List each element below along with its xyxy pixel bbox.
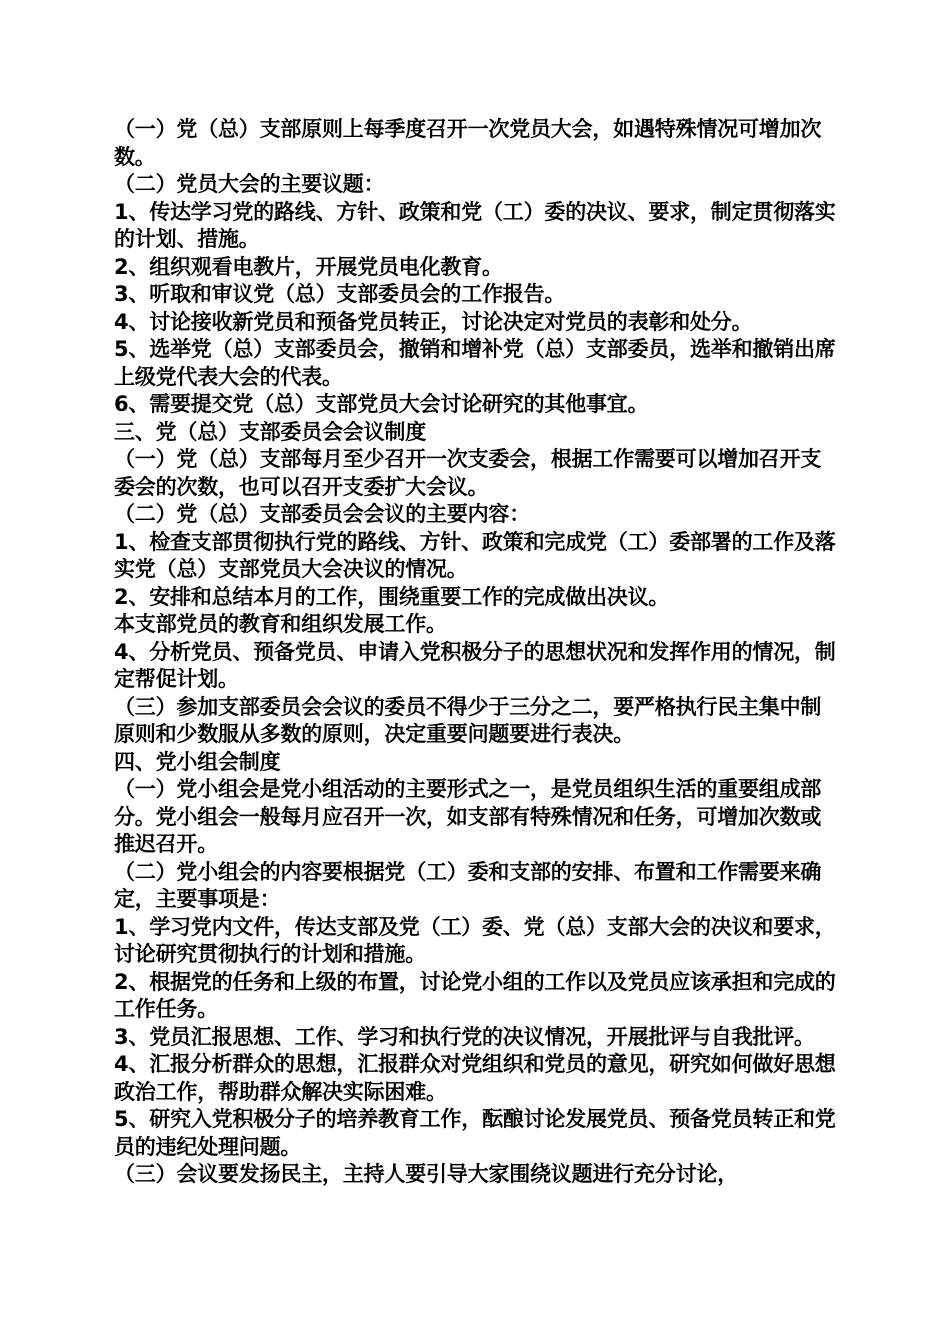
paragraph-24: 5、研究入党积极分子的培养教育工作，酝酿讨论发展党员、预备党员转正和党员的违纪处理问题。 (114, 1107, 836, 1159)
paragraph-14: 本支部党员的教育和组织发展工作。 (114, 612, 447, 636)
section-heading-3: 三、党（总）支部委员会会议制度 (114, 419, 426, 444)
paragraph-20: 1、学习党内文件，传达支部及党（工）委、党（总）支部大会的决议和要求，讨论研究贯彻执行的计划和措施。 (114, 914, 836, 966)
document-body (114, 116, 840, 1189)
paragraph-13: 2、安排和总结本月的工作，围绕重要工作的完成做出决议。 (114, 584, 670, 609)
paragraph-11: （二）党（总）支部委员会会议的主要内容： (114, 502, 530, 526)
paragraph-18: （一）党小组会是党小组活动的主要形式之一，是党员组织生活的重要组成部分。党小组会一般每月应召开一次，如支部有特殊情况和任务，可增加次数或推迟召开。 (114, 777, 822, 856)
paragraph-10: （一）党（总）支部每月至少召开一次支委会，根据工作需要可以增加召开支委会的次数，也可以召开支委扩大会议。 (114, 447, 822, 499)
paragraph-7: 5、选举党（总）支部委员会，撤销和增补党（总）支部委员，选举和撤销出席上级党代表大会的代表。 (114, 337, 836, 389)
paragraph-23: 4、汇报分析群众的思想，汇报群众对党组织和党员的意见，研究如何做好思想政治工作，帮助群众解决实际困难。 (114, 1052, 836, 1104)
paragraph-15: 4、分析党员、预备党员、申请入党积极分子的思想状况和发挥作用的情况，制定帮促计划。 (114, 639, 836, 691)
paragraph-1: （一）党（总）支部原则上每季度召开一次党员大会，如遇特殊情况可增加次数。 (114, 117, 822, 169)
paragraph-8: 6、需要提交党（总）支部党员大会讨论研究的其他事宜。 (114, 392, 649, 416)
paragraph-2: （二）党员大会的主要议题： (114, 172, 385, 196)
paragraph-6: 4、讨论接收新党员和预备党员转正，讨论决定对党员的表彰和处分。 (114, 309, 753, 334)
paragraph-3: 1、传达学习党的路线、方针、政策和党（工）委的决议、要求，制定贯彻落实的计划、措施。 (114, 199, 836, 251)
paragraph-22: 3、党员汇报思想、工作、学习和执行党的决议情况，开展批评与自我批评。 (114, 1024, 815, 1049)
paragraph-21: 2、根据党的任务和上级的布置，讨论党小组的工作以及党员应该承担和完成的工作任务。 (114, 969, 836, 1021)
paragraph-4: 2、组织观看电教片，开展党员电化教育。 (114, 254, 503, 279)
paragraph-5: 3、听取和审议党（总）支部委员会的工作报告。 (114, 282, 566, 306)
paragraph-16: （三）参加支部委员会会议的委员不得少于三分之二，要严格执行民主集中制原则和少数服从多数的原则，决定重要问题要进行表决。 (114, 694, 822, 746)
paragraph-19: （二）党小组会的内容要根据党（工）委和支部的安排、布置和工作需要来确定，主要事项是： (114, 859, 822, 911)
paragraph-25: （三）会议要发扬民主，主持人要引导大家围绕议题进行充分讨论， (114, 1162, 738, 1186)
section-heading-4: 四、党小组会制度 (114, 749, 281, 774)
paragraph-12: 1、检查支部贯彻执行党的路线、方针、政策和完成党（工）委部署的工作及落实党（总）支部党员大会决议的情况。 (114, 529, 836, 581)
